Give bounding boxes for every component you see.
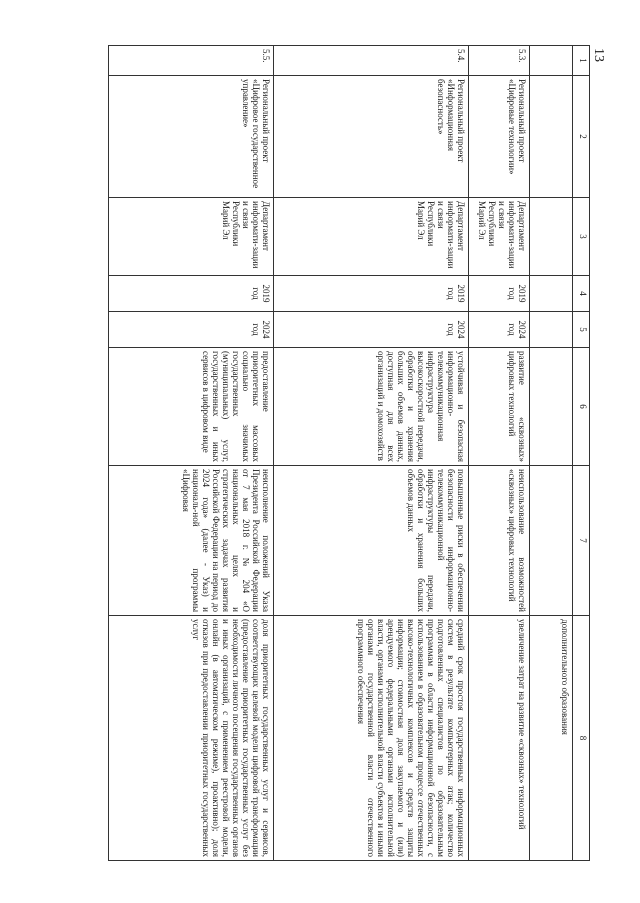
continuation-row — [530, 46, 573, 861]
projects-table — [108, 45, 590, 861]
column-number: 2 — [573, 76, 590, 198]
indicators: средний срок простоя государственных информационных систем в результате компьютерных атак; количество подготовленных специалистов по образовательным программам в области информационной безопасности, с использованием в образовательном процессе отечественных высоко-технологичных комплексов и средств защиты информации; стоимостная доля закупаемого и (или) арендуемого федеральными органами исполнительной власти, органами исполнительной власти субъектов и иными органами государственной власти отечественного программного обеспечения — [274, 616, 469, 861]
start-year: 2019 год — [274, 276, 469, 312]
start-year: 2019 год — [109, 276, 274, 312]
table-row — [109, 46, 274, 861]
column-number: 7 — [573, 466, 590, 616]
column-number: 5 — [573, 312, 590, 348]
table-row — [469, 46, 530, 861]
end-year: 2024 год — [109, 312, 274, 348]
row-number: 5.5. — [109, 46, 274, 76]
column-number: 8 — [573, 616, 590, 861]
project-name: Региональный проект «Информационная безопасность» — [274, 76, 469, 198]
continuation-cell: дополнительного образования — [530, 616, 573, 861]
row-number: 5.3. — [469, 46, 530, 76]
project-name: Региональный проект «Цифровые технологии» — [469, 76, 530, 198]
rotated-table-container — [112, 45, 590, 860]
project-goal: устойчивая и безопасная информационно-телекоммуникационная инфраструктура высокоскоростной передачи, обработки и хранения больших объемов данных, доступная для всех организаций и домохозяйств — [274, 348, 469, 466]
responsible-body: Департамент информати-зации и связи Республики Марий Эл — [109, 198, 274, 276]
responsible-body: Департамент информати-зации и связи Республики Марий Эл — [469, 198, 530, 276]
indicators: доля приоритетных государственных услуг и сервисов, соответствующих целевой модели цифровой трансформации (предоставление приоритетных государственных услуг без необходимости личного посещения государственных органов и иных организаций, с применением реестровой модели, онлайн (в автоматическом режиме), проактивно); доля отказов при предоставлении приоритетных государственных услуг — [109, 616, 274, 861]
end-year: 2024 год — [274, 312, 469, 348]
responsible-body: Департамент информати-зации и связи Республики Марий Эл — [274, 198, 469, 276]
indicators: увеличение затрат на развитие «сквозных» технологий — [469, 616, 530, 861]
non-implementation-consequences: неисполнение положений Указа Президента Российской Федерации от 7 мая 2018 г. № 204 «О национальных целях и стратегических задачах развития Российской Федерации на период до 2024 года» (далее - Указ) и националь-ной программы «Цифровая — [109, 466, 274, 616]
column-number: 1 — [573, 46, 590, 76]
project-goal: предоставление приоритетных массовых социально значимых государственных (муниципальных) услуг, государственных и иных сервисов в цифровом виде — [109, 348, 274, 466]
column-number-row — [573, 46, 590, 861]
table-row — [274, 46, 469, 861]
project-goal: развитие «сквозных» цифровых технологий — [469, 348, 530, 466]
column-number: 6 — [573, 348, 590, 466]
row-number: 5.4. — [274, 46, 469, 76]
non-implementation-consequences: неиспользование возможностей «сквозных» цифровых технологий — [469, 466, 530, 616]
non-implementation-consequences: повышенные риски в обеспечении безопасности информационно-телекоммуникационной инфраструктуры передачи, обработки и хранения больших объемов данных — [274, 466, 469, 616]
project-name: Региональный проект «Цифровое государственное управление» — [109, 76, 274, 198]
start-year: 2019 год — [469, 276, 530, 312]
end-year: 2024 год — [469, 312, 530, 348]
column-number: 3 — [573, 198, 590, 276]
column-number: 4 — [573, 276, 590, 312]
page-number: 13 — [591, 48, 606, 62]
